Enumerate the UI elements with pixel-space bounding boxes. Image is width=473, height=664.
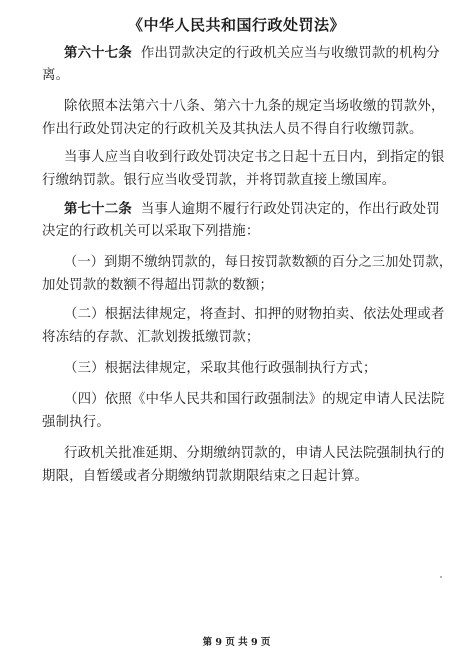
item-2-line-2: 将冻结的存款、汇款划拨抵缴罚款； bbox=[42, 330, 260, 345]
item-1-line-2: 加处罚款的数额不得超出罚款的数额； bbox=[42, 278, 274, 293]
document-title: 《中华人民共和国行政处罚法》 bbox=[127, 16, 345, 34]
article-72-line-1 bbox=[64, 200, 440, 219]
paragraph-3-line-1: 当事人应当自收到行政处罚决定书之日起十五日内，到指定的银 bbox=[64, 150, 445, 165]
item-1-line-1: （一）到期不缴纳罚款的，每日按罚款数额的百分之三加处罚款， bbox=[64, 255, 453, 270]
paragraph-3-line-2: 行缴纳罚款。银行应当收受罚款，并将罚款直接上缴国库。 bbox=[42, 173, 396, 188]
article-72-text-1: 当事人逾期不履行行政处罚决定的，作出行政处罚 bbox=[140, 202, 440, 217]
article-67-line-1 bbox=[64, 44, 440, 63]
paragraph-2-line-1: 除依照本法第六十八条、第六十九条的规定当场收缴的罚款外， bbox=[64, 99, 445, 114]
article-67-heading: 第六十七条 bbox=[64, 45, 132, 61]
paragraph-last-line-1: 行政机关批准延期、分期缴纳罚款的，申请人民法院强制执行的 bbox=[64, 446, 445, 461]
scan-speck bbox=[440, 576, 442, 578]
article-72-line-2: 决定的行政机关可以采取下列措施： bbox=[42, 224, 260, 239]
article-72-heading: 第七十二条 bbox=[64, 201, 132, 217]
page-number: 第 9 页 共 9 页 bbox=[202, 637, 271, 648]
item-3-line-1: （三）根据法律规定，采取其他行政强制执行方式； bbox=[64, 361, 377, 376]
article-67-text-1: 作出罚款决定的行政机关应当与收缴罚款的机构分 bbox=[140, 46, 440, 61]
item-2-line-1: （二）根据法律规定，将查封、扣押的财物拍卖、依法处理或者 bbox=[64, 307, 445, 322]
item-4-line-1: （四）依照《中华人民共和国行政强制法》的规定申请人民法院 bbox=[64, 392, 445, 407]
paragraph-2-line-2: 作出行政处罚决定的行政机关及其执法人员不得自行收缴罚款。 bbox=[42, 122, 423, 137]
paragraph-last-line-2: 期限，自暂缓或者分期缴纳罚款期限结束之日起计算。 bbox=[42, 469, 369, 484]
item-4-line-2: 强制执行。 bbox=[42, 415, 110, 430]
article-67-line-2: 离。 bbox=[42, 68, 70, 83]
